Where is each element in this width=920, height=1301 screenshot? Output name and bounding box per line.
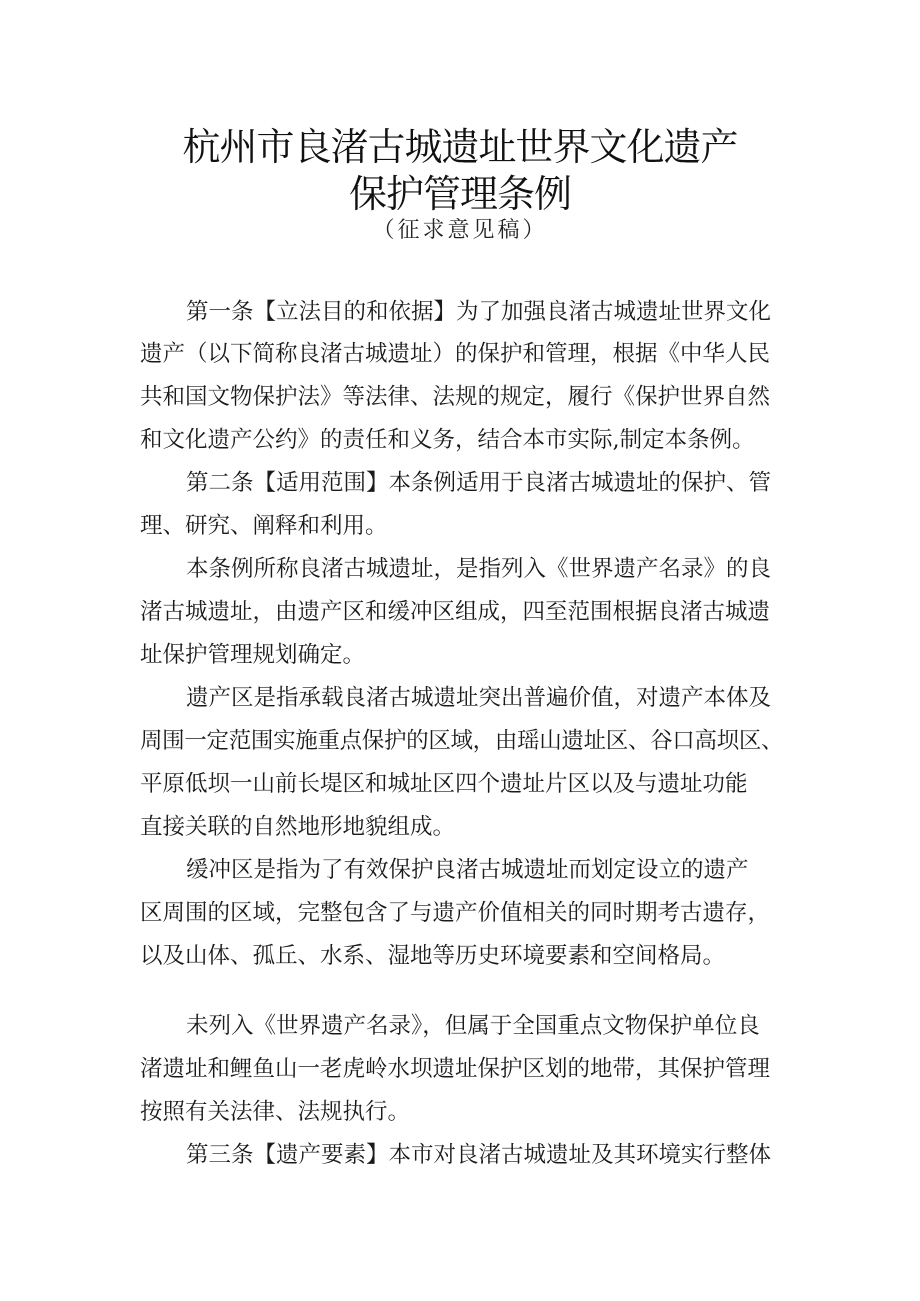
scope-paragraph-line-1: 本条例所称良渚古城遗址，是指列入《世界遗产名录》的良	[186, 556, 772, 582]
buffer-zone-line-3: 以及山体、孤丘、水系、湿地等历史环境要素和空间格局。	[140, 943, 726, 969]
article-2-line-2: 理、研究、阐释和利用。	[140, 513, 388, 539]
article-2-line-1: 第二条【适用范围】本条例适用于良渚古城遗址的保护、管	[186, 470, 772, 496]
article-1-line-1: 第一条【立法目的和依据】为了加强良渚古城遗址世界文化	[186, 299, 772, 325]
unlisted-zone-line-2: 渚遗址和鲤鱼山一老虎岭水坝遗址保护区划的地带，其保护管理	[140, 1056, 771, 1082]
article-1-line-3: 共和国文物保护法》等法律、法规的规定，履行《保护世界自然	[140, 384, 771, 410]
buffer-zone-line-2: 区周围的区域，完整包含了与遗产价值相关的同时期考古遗存，	[140, 900, 771, 926]
article-1-line-2: 遗产（以下简称良渚古城遗址）的保护和管理，根据《中华人民	[140, 341, 771, 367]
heritage-area-line-4: 直接关联的自然地形地貌组成。	[140, 814, 456, 840]
document-title-line-2: 保护管理条例	[348, 172, 571, 216]
buffer-zone-line-1: 缓冲区是指为了有效保护良渚古城遗址而划定设立的遗产	[186, 857, 749, 883]
unlisted-zone-line-3: 按照有关法律、法规执行。	[140, 1099, 411, 1125]
heritage-area-line-2: 周围一定范围实施重点保护的区域，由瑶山遗址区、谷口高坝区、	[140, 728, 784, 754]
article-3-line-1: 第三条【遗产要素】本市对良渚古城遗址及其环境实行整体	[186, 1142, 772, 1168]
document-title-line-1: 杭州市良渚古城遗址世界文化遗产	[182, 125, 738, 169]
unlisted-zone-line-1: 未列入《世界遗产名录》，但属于全国重点文物保护单位良	[186, 1013, 760, 1039]
heritage-area-line-3: 平原低坝一山前长堤区和城址区四个遗址片区以及与遗址功能	[140, 771, 748, 797]
scope-paragraph-line-2: 渚古城遗址，由遗产区和缓冲区组成，四至范围根据良渚古城遗	[140, 599, 771, 625]
document-subtitle: （征求意见稿）	[372, 218, 548, 243]
scope-paragraph-line-3: 址保护管理规划确定。	[140, 642, 366, 668]
article-1-line-4: 和文化遗产公约》的责任和义务，结合本市实际,制定本条例。	[140, 427, 755, 453]
heritage-area-line-1: 遗产区是指承载良渚古城遗址突出普遍价值，对遗产本体及	[186, 685, 772, 711]
